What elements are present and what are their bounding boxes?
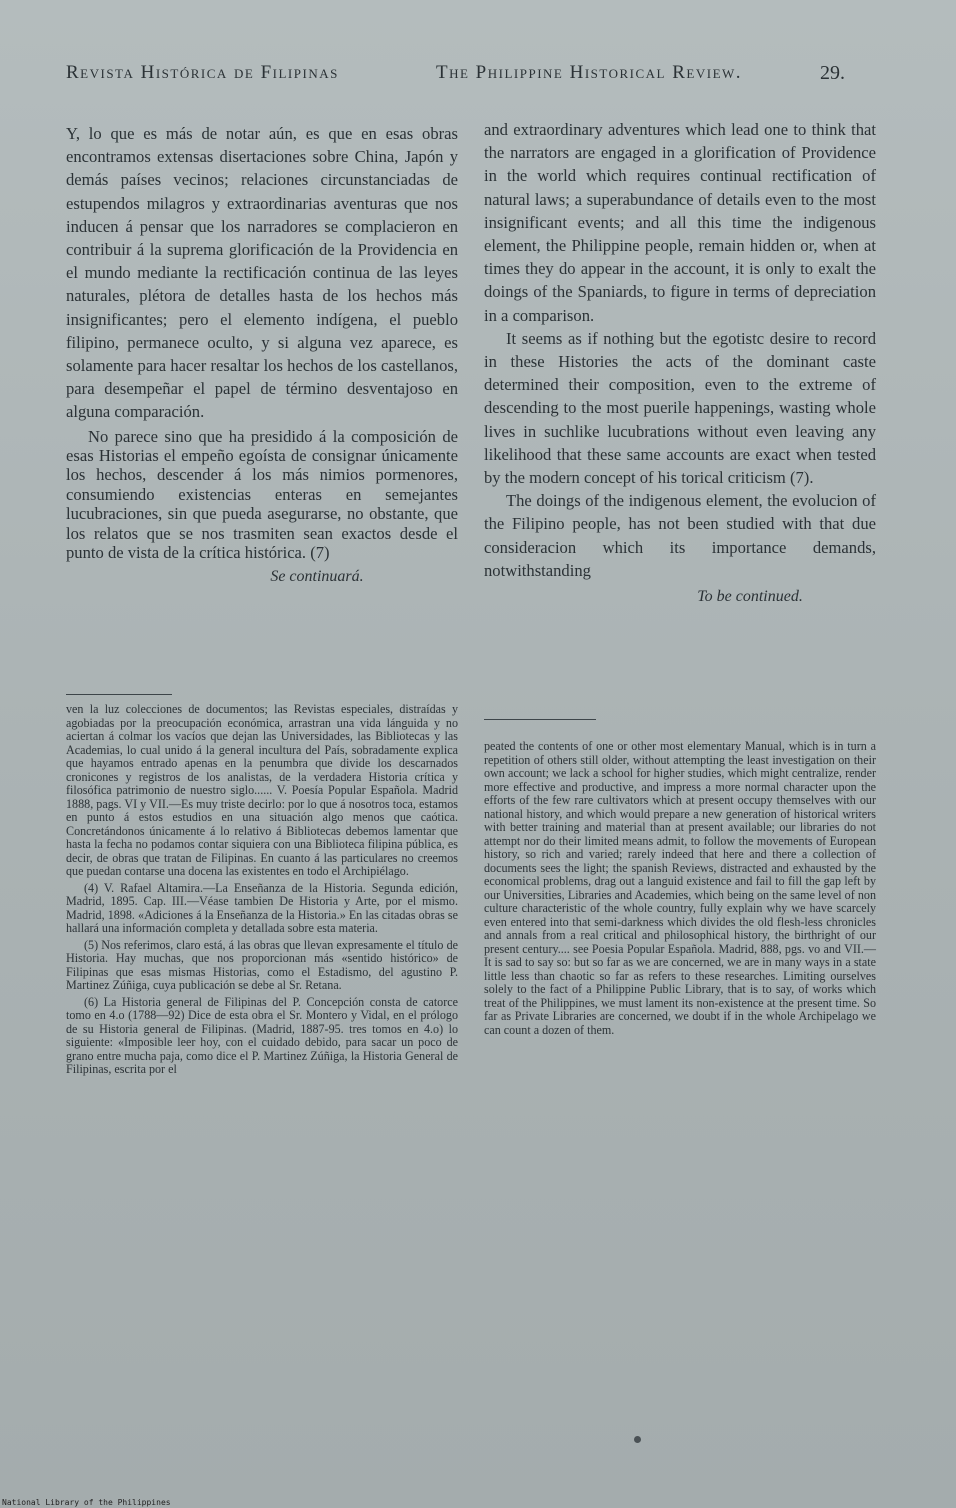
footnote-5: (5) Nos referimos, claro está, á las obras que llevan expresamente el título de Historia. Hay muchas, que nos proporcionan más «sentido histórico» de Filipinas que esas mismas Historias, como el Estadismo, del agustino P. Martinez Zúñiga, cuya publicación se debe al Sr. Retana. xyxy=(66,937,458,992)
footnote-4: (4) V. Rafael Altamira.—La Enseñanza de la Historia. Segunda edición, Madrid, 1895. Cap. III.—Véase tambien De Historia y Arte, por el mismo. Madrid, 1898. «Adiciones á la Enseñanza de la Historia.» En las citadas obras se hallará una información completa y detallada sobre esta materia. xyxy=(66,880,458,935)
running-head xyxy=(66,62,866,92)
to-be-continued-english: To be continued. xyxy=(697,588,803,606)
left-paragraph-1: Y, lo que es más de notar aún, es que en esas obras encontramos extensas disertaciones sobre China, Japón y demás países vecinos; relaciones circunstanciadas de estupendos milagros y extraordinarias aventuras que nos inducen á pensar que los narradores se complacieron en contribuir á la suprema glorificación de la Providencia en el mundo mediante la rectificación continua de las leyes naturales, plétora de detalles hasta de los hechos más insignificantes; pero el elemento indígena, el pueblo filipino, permanece oculto, y si alguna vez aparece, es solamente para hacer resaltar los hechos de los castellanos, para desempeñar el papel de término desventajoso en alguna comparación. xyxy=(66,124,458,422)
ink-spot xyxy=(634,1436,641,1443)
footnotes-spanish xyxy=(66,703,458,1077)
right-column-english xyxy=(484,118,876,606)
footnote-rule-left xyxy=(66,694,172,695)
right-paragraph-3: The doings of the indigenous element, the evolucion of the Filipino people, has not been studied with that due consideracion which its importance demands, notwithstanding xyxy=(484,491,876,580)
library-credit: National Library of the Philippines xyxy=(2,1498,171,1507)
running-head-spanish-title: Revista Histórica de Filipinas xyxy=(66,62,339,83)
footnote-rule-right xyxy=(484,719,596,720)
footnote-continuation: ven la luz colecciones de documentos; las Revistas especiales, distraídas y agobiadas por la preocupación económica, arrastran una vida lánguida y no aciertan á colmar los vacíos que dejan las Universidades, las Bibliotecas y las Academias, lo cual unido á la general incultura del País, sobradamente explica que hayamos entrado apenas en la penumbra que divide los descarnados cronicones y registros de los analistas, de la verdadera Historia crítica y filosófica patrimonio de nuestro siglo...... V. Poesía Popular Española. Madrid 1888, pags. VI y VII.—Es muy triste decirlo: por lo que á nosotros toca, estamos en punto á estos estudios en una situación algo menos que caótica. Concretándonos únicamente á lo relativo á Bibliotecas debemos lamentar que hasta la fecha no podamos contar siquiera con una Biblioteca filipina pública, es decir, de obras que tratan de Filipinas. En cuanto á las particulares no creemos que puedan contarse una docena las existentes en todo el Archipiélago. xyxy=(66,702,458,878)
page-number: 29. xyxy=(820,62,845,84)
left-paragraph-2: No parece sino que ha presidido á la composición de esas Historias el empeño egoísta de consignar únicamente los hechos, descender á los más nimios pormenores, consumiendo existencias enteras en semejantes lucubraciones, sin que pueda asegurarse, no obstante, que los relatos que se nos trasmiten sean exactos desde el punto de vista de la crítica histórica. (7) xyxy=(66,426,458,563)
footnote-6: (6) La Historia general de Filipinas del P. Concepción consta de catorce tomo en 4.o (1788—92) Dice de esta obra el Sr. Montero y Vidal, en el prólogo de su Historia general de Filipinas. (Madrid, 1887-95. tres tomos en 4.o) lo siguiente: «Imposible leer hoy, con el cuidado debido, para sacar un poco de grano entre mucha paja, como dice el P. Martinez Zúñiga, la Historia General de Filipinas, escrita por el xyxy=(66,994,458,1076)
right-paragraph-2: It seems as if nothing but the egotistc desire to record in these Histories the acts of the dominant caste determined their composition, even to the extreme of descending to the most puerile happenings, wasting whole lives in suchlike lucubrations without even leaving any likelihood that these same accounts are exact when tested by the modern concept of his torical criticism (7). xyxy=(484,328,876,488)
running-head-english-title: The Philippine Historical Review. xyxy=(436,62,743,83)
footnote-continuation-english: peated the contents of one or other most elementary Manual, which is in turn a repetition of others still older, without attempting the least investigation on their own account; we lack a school for higher studies, which might centralize, render more effective and productive, and impress a more normal character upon the efforts of the few rare cultivators which at present occupy themselves with our national history, and which would prepare a new generation of historical writers with better training and material than at present available; our libraries do not attempt nor do their limited means admit, to follow the movements of European history, so rich and varied; rarely indeed that here and there a collection of documents sees the light; the spanish Reviews, distracted and exhausted by the economical problems, drag out a languid existence and fail to fill the gap left by our Universities, Libraries and Academies, which being on the same level of non culture characteristic of the whole country, fully explain why we have scarcely even entered into that semi-darkness which divides the old flesh-less chronicles and annals from a real critical and philosophical history, the birthright of our present century.... see Poesia Popular Española. Madrid, 888, pgs. vo and VII.—It is sad to say so: but so far as we are concerned, we are in many ways in a state little less than chaotic so far as refers to these researches. Limiting ourselves solely to the fact of a Philippine Public Library, that is to say, of works which treat of the Philippines, we must lament its non-existence at the present time. So far as Private Libraries are concerned, we doubt if in the whole Archipelago we can count a dozen of them. xyxy=(484,739,876,1037)
right-paragraph-1: and extraordinary adventures which lead one to think that the narrators are engaged in a glorification of Providence in the world which requires continual rectification of natural laws; a superabundance of details even to the most insignificant events; and all this time the indigenous element, the Philippine people, remain hidden or, when at times they do appear in the account, it is only to exalt the doings of the Spaniards, to figure in terms of depreciation in a comparison. xyxy=(484,120,876,325)
to-be-continued-spanish: Se continuará. xyxy=(270,568,364,586)
footnotes-english xyxy=(484,740,876,1037)
left-column-spanish xyxy=(66,122,458,586)
